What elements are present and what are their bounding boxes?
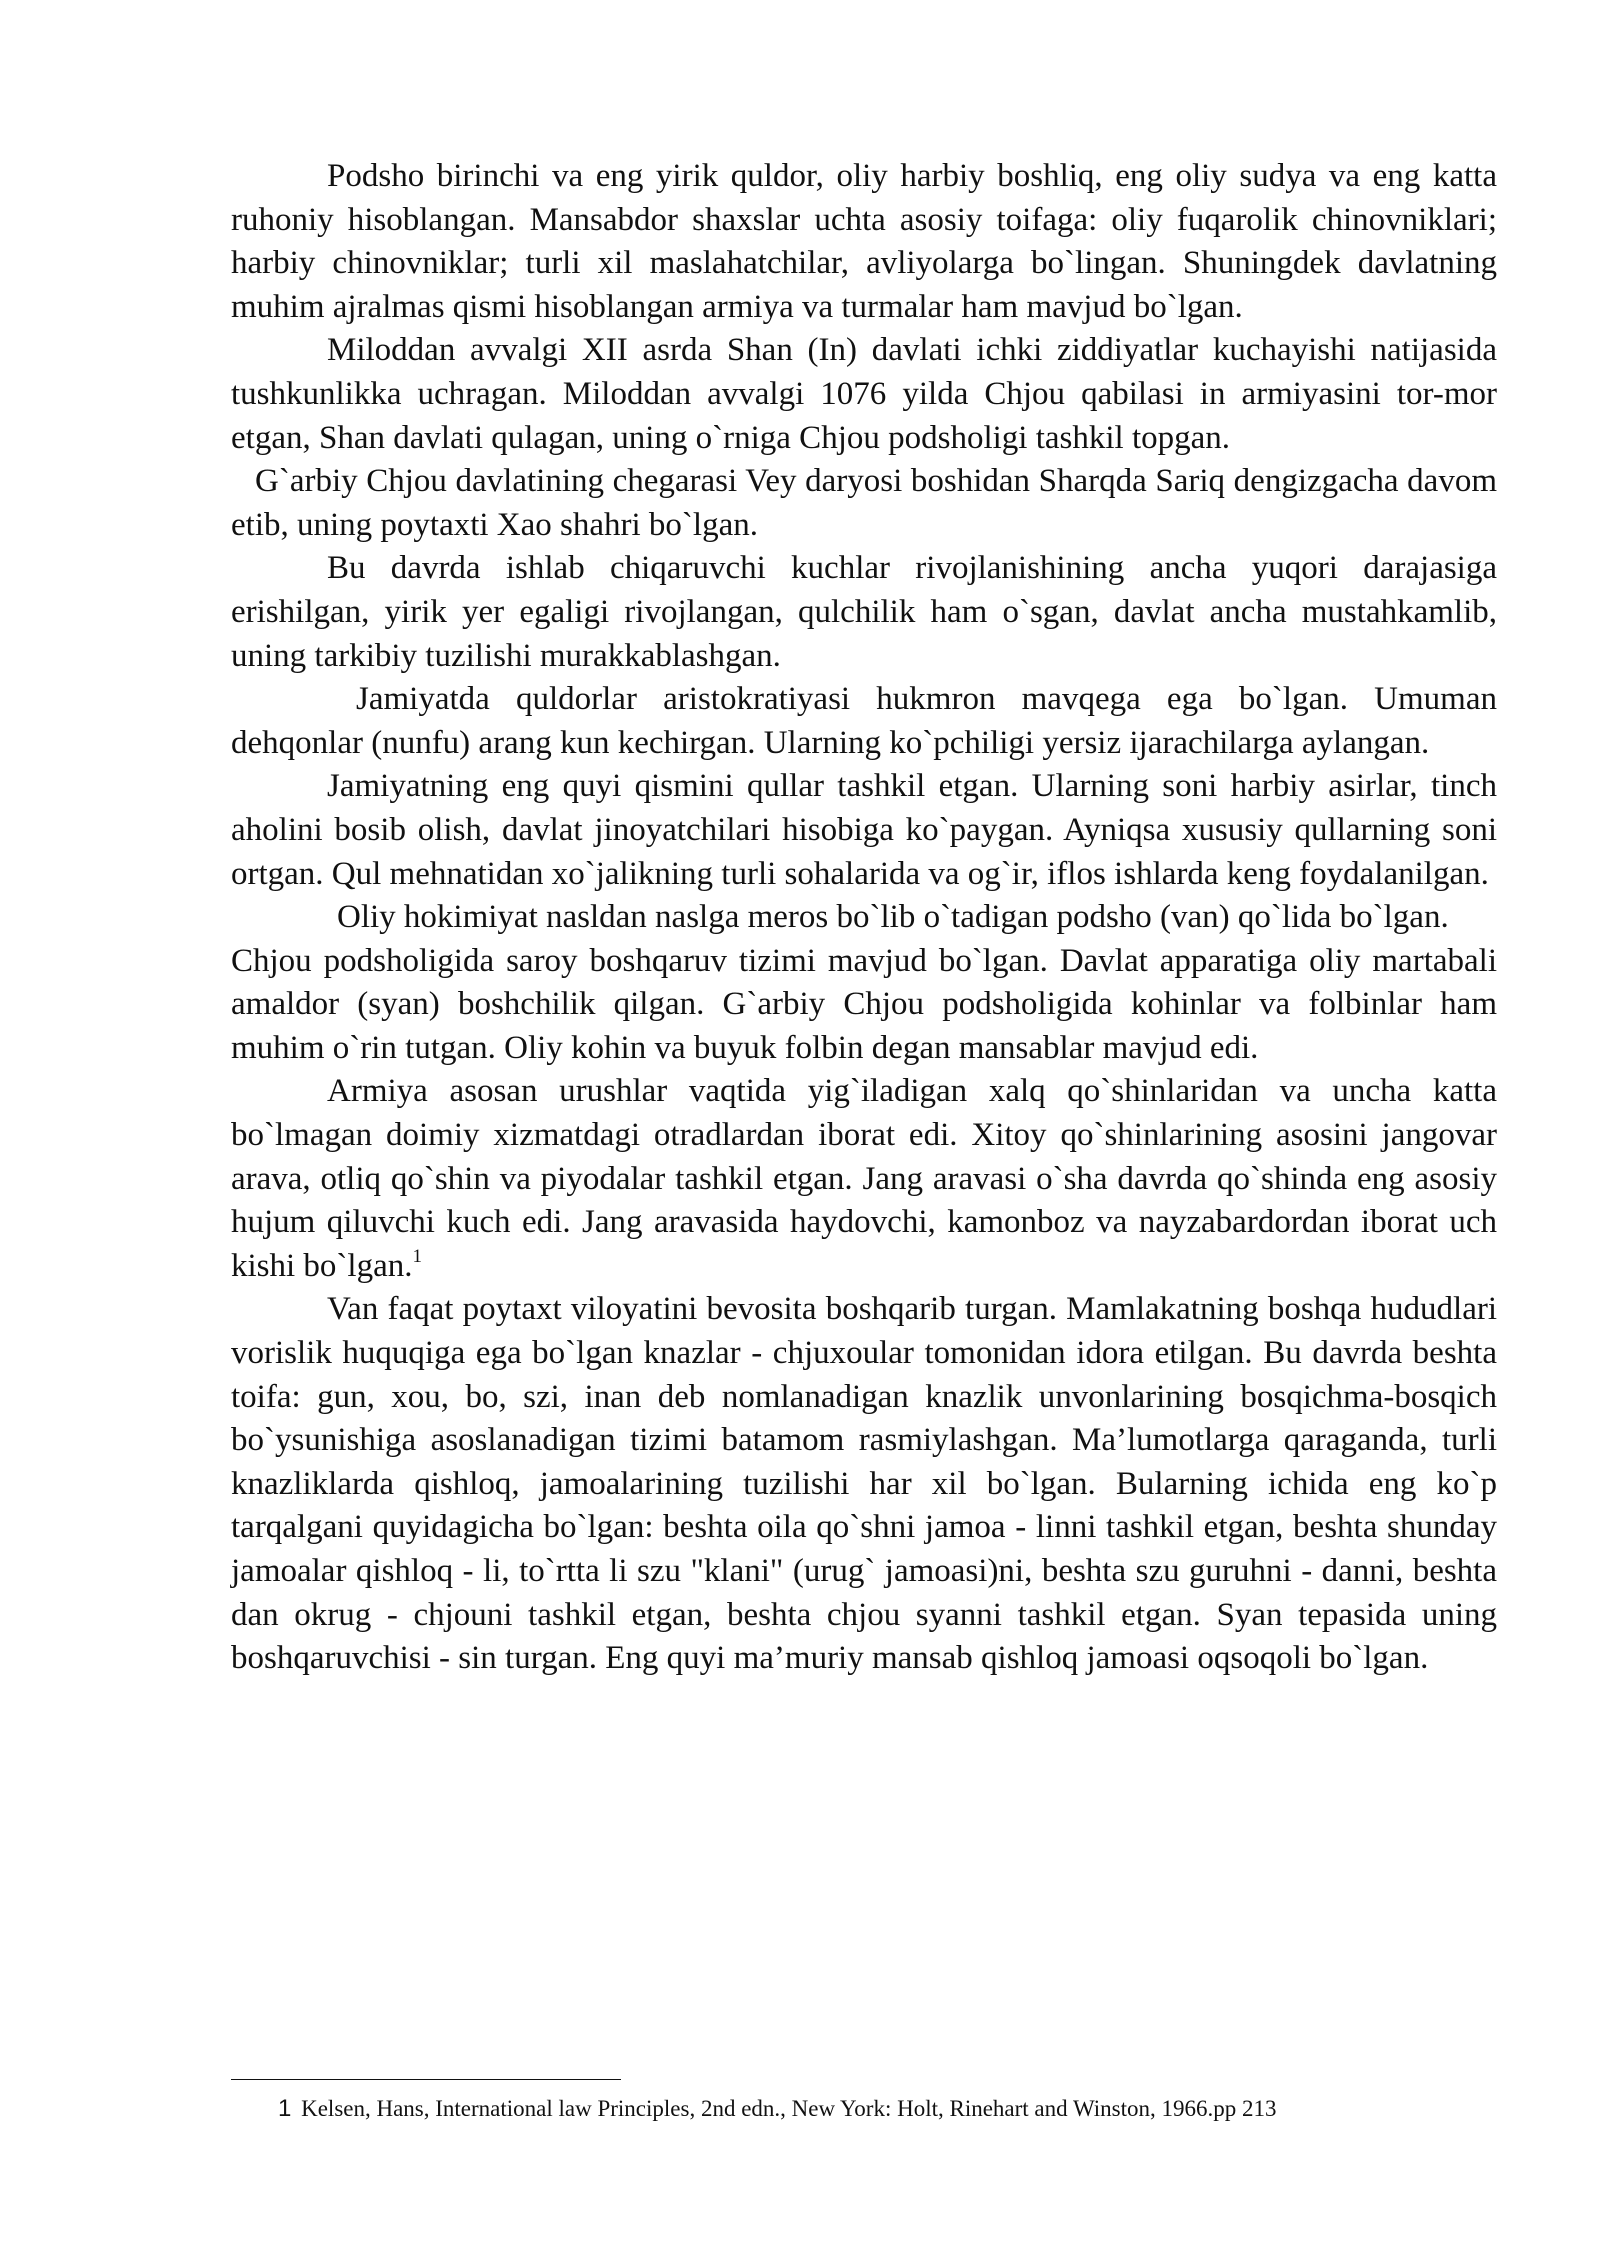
footnote-number: 1 <box>278 2095 292 2122</box>
footnote-separator <box>231 2079 621 2080</box>
paragraph-3: G`arbiy Chjou davlatining chegarasi Vey daryosi boshidan Sharqda Sariq dengizgacha davom etib, uning poytaxti Xao shahri bo`lgan. <box>231 463 1497 543</box>
paragraph-2: Miloddan avvalgi XII asrda Shan (In) davlati ichki ziddiyatlar kuchayishi natijasida tushkunlikka uchragan. Miloddan avvalgi 1076 yilda Chjou qabilasi in armiyasini tor-mor etgan, Shan davlati qulagan, uning o`rniga Chjou podsholigi tashkil topgan. <box>231 332 1497 456</box>
body-text <box>231 155 1497 1681</box>
paragraph-6: Jamiyatning eng quyi qismini qullar tashkil etgan. Ularning soni harbiy asirlar, tinch aholini bosib olish, davlat jinoyatchilari hisobiga ko`paygan. Ayniqsa xususiy qullarning soni ortgan. Qul mehnatidan xo`jalikning turli sohalarida va og`ir, iflos ishlarda keng foydalanilgan. <box>231 768 1497 892</box>
footnote <box>278 2094 1518 2124</box>
paragraph-5: Jamiyatda quldorlar aristokratiyasi hukmron mavqega ega bo`lgan. Umuman dehqonlar (nunfu) arang kun kechirgan. Ularning ko`pchiligi yersiz ijarachilarga aylangan. <box>231 681 1497 761</box>
paragraph-9-text: Armiya asosan urushlar vaqtida yig`iladigan xalq qo`shinlaridan va uncha katta bo`lmagan doimiy xizmatdagi otradlardan iborat edi. Xitoy qo`shinlarining asosini jangovar arava, otliq qo`shin va piyodalar tashkil etgan. Jang aravasi o`sha davrda qo`shinda eng asosiy hujum qiluvchi kuch edi. Jang aravasida haydovchi, kamonboz va nayzabardordan iborat uch kishi bo`lgan. <box>231 1073 1497 1284</box>
paragraph-7: Oliy hokimiyat nasldan naslga meros bo`lib o`tadigan podsho (van) qo`lida bo`lgan. <box>337 899 1449 936</box>
footnote-text: Kelsen, Hans, International law Principles, 2nd edn., New York: Holt, Rinehart and Winston, 1966.pp 213 <box>301 2096 1277 2121</box>
paragraph-10: Van faqat poytaxt viloyatini bevosita boshqarib turgan. Mamlakatning boshqa hududlari vorislik huquqiga ega bo`lgan knazlar - chjuxoular tomonidan idora etilgan. Bu davrda beshta toifa: gun, xou, bo, szi, inan deb nomlanadigan knazlik unvonlarining bosqichma-bosqich bo`ysunishiga asoslanadigan tizimi batamom rasmiylashgan. Ma’lumotlarga qaraganda, turli knazliklarda qishloq, jamoalarining tuzilishi har xil bo`lgan. Bularning ichida eng ko`p tarqalgani quyidagicha bo`lgan: beshta oila qo`shni jamoa - linni tashkil etgan, beshta shunday jamoalar qishloq - li, to`rtta li szu "klani" (urug` jamoasi)ni, beshta szu guruhni - danni, beshta dan okrug - chjouni tashkil etgan, beshta chjou syanni tashkil etgan. Syan tepasida uning boshqaruvchisi - sin turgan. Eng quyi ma’muriy mansab qishloq jamoasi oqsoqoli bo`lgan. <box>231 1291 1497 1677</box>
footnote-reference[interactable]: 1 <box>412 1245 422 1267</box>
paragraph-8: Chjou podsholigida saroy boshqaruv tizimi mavjud bo`lgan. Davlat apparatiga oliy martabali amaldor (syan) boshchilik qilgan. G`arbiy Chjou podsholigida kohinlar va folbinlar ham muhim o`rin tutgan. Oliy kohin va buyuk folbin degan mansablar mavjud edi. <box>231 942 1497 1066</box>
paragraph-9 <box>231 1070 1497 1288</box>
paragraph-1: Podsho birinchi va eng yirik quldor, oliy harbiy boshliq, eng oliy sudya va eng katta ruhoniy hisoblangan. Mansabdor shaxslar uchta asosiy toifaga: oliy fuqarolik chinovniklari; harbiy chinovniklar; turli xil maslahatchilar, avliyolarga bo`lingan. Shuningdek davlatning muhim ajralmas qismi hisoblangan armiya va turmalar ham mavjud bo`lgan. <box>231 158 1497 325</box>
paragraph-4: Bu davrda ishlab chiqaruvchi kuchlar rivojlanishining ancha yuqori darajasiga erishilgan, yirik yer egaligi rivojlangan, qulchilik ham o`sgan, davlat ancha mustahkamlib, uning tarkibiy tuzilishi murakkablashgan. <box>231 550 1497 674</box>
